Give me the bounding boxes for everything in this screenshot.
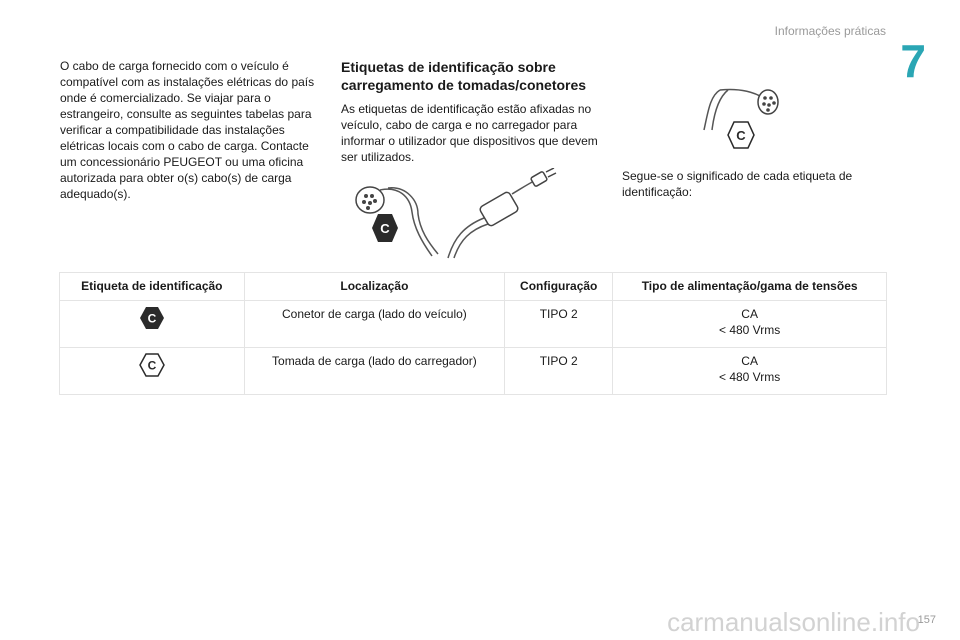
voltage-range: < 480 Vrms xyxy=(718,323,781,337)
voltage-range: < 480 Vrms xyxy=(718,370,781,384)
vehicle-connector-illustration xyxy=(340,178,440,258)
filled-c-badge-icon xyxy=(139,306,165,330)
identification-table xyxy=(59,272,887,395)
location-cell: Conetor de carga (lado do veículo) xyxy=(244,301,505,348)
svg-text:C: C xyxy=(147,358,157,373)
configuration-cell: TIPO 2 xyxy=(505,348,613,395)
configuration-cell: TIPO 2 xyxy=(505,301,613,348)
section-paragraph: As etiquetas de identificação estão afixadas no veículo, cabo de carga e no carregador para informar o utilizador que dispositivos que devem ser utilizados. xyxy=(341,102,598,164)
svg-text:C: C xyxy=(380,221,390,236)
label-meaning-intro: Segue-se o significado de cada etiqueta de identificação: xyxy=(622,169,853,199)
chapter-number: 7 xyxy=(900,35,926,87)
location-cell: Tomada de carga (lado do carregador) xyxy=(244,348,505,395)
watermark: carmanualsonline.info xyxy=(667,607,920,637)
column-header-power: Tipo de alimentação/gama de tensões xyxy=(613,273,887,301)
charger-socket-illustration xyxy=(690,86,790,156)
page-number: 157 xyxy=(917,614,936,626)
svg-text:C: C xyxy=(736,128,746,143)
intro-paragraph: O cabo de carga fornecido com o veículo é compatível com as instalações elétricas do país onde é comercializado. Se viajar para o estrangeiro, consulte as seguintes tabelas para verificar a compatibilidade das instalações elétricas locais com o cabo de carga. Contacte um concessionário PEUGEOT ou uma oficina autorizada para obter o(s) cabo(s) de carga adequado(s). xyxy=(60,59,315,201)
labels-section xyxy=(341,58,606,165)
power-type: CA xyxy=(741,307,758,321)
column-header-label: Etiqueta de identificação xyxy=(60,273,245,301)
power-cell xyxy=(613,348,887,395)
section-title: Informações práticas xyxy=(774,24,886,38)
label-cell xyxy=(60,301,245,348)
outline-c-badge-icon xyxy=(139,353,165,377)
section-heading: Etiquetas de identificação sobre carregamento de tomadas/conetores xyxy=(341,59,587,93)
column-header-configuration: Configuração xyxy=(505,273,613,301)
table-row xyxy=(60,301,887,348)
connector-badge xyxy=(372,214,398,242)
power-type: CA xyxy=(741,354,758,368)
table-row xyxy=(60,348,887,395)
label-cell xyxy=(60,348,245,395)
power-cell xyxy=(613,301,887,348)
table-header-row xyxy=(60,273,887,301)
charging-cable-illustration xyxy=(444,168,564,260)
charger-badge xyxy=(728,122,754,148)
column-header-location: Localização xyxy=(244,273,505,301)
svg-text:C: C xyxy=(147,311,157,326)
